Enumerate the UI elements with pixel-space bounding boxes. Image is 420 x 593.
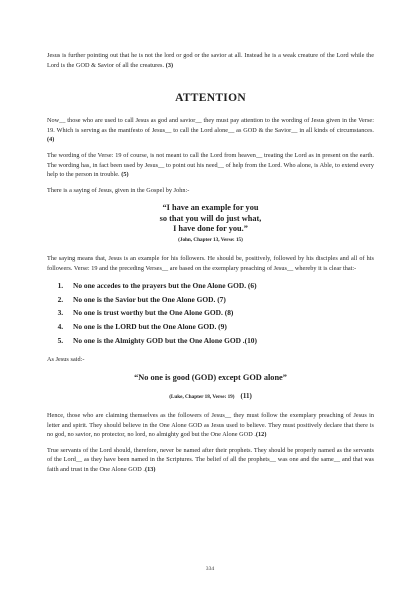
paragraph-6-text: Hence, those who are claiming themselves as the followers of Jesus__ they must follow the exemplary preaching of Jesus in letter and spirit. They should believe in the One Alone GOD as Jesus used to believe. They must positively declare that there is no god, no savior, no protector, no lord, no almighty god but the One Alone GOD . bbox=[47, 411, 374, 439]
quote-citation-2 bbox=[47, 385, 374, 403]
paragraph-2-text: The wording of the Verse: 19 of course, is not meant to call the Lord from heaven__ treating the Lord as in present on the earth. The wording has, in fact been used by Jesus__ to point out his need__ of help from the Lord. Who alone, is Able, to extend every help to the person in trouble. bbox=[47, 151, 374, 179]
scripture-quote-2: “No one is good (GOD) except GOD alone” bbox=[134, 372, 287, 382]
quote-line: I have done for you.” bbox=[173, 223, 248, 233]
list-item bbox=[65, 320, 374, 334]
citation-text: (Luke, Chapter 18, Verse: 19) bbox=[169, 393, 235, 400]
quote-citation-1: (John, Chapter 13, Verse: 15) bbox=[178, 236, 243, 243]
footnote-ref: (4) bbox=[47, 136, 55, 144]
footnote-ref: (11) bbox=[240, 391, 252, 400]
paragraph-6 bbox=[47, 411, 374, 440]
paragraph-5: As Jesus said:- bbox=[47, 356, 85, 364]
numbered-list bbox=[47, 279, 374, 347]
paragraph-3: There is a saying of Jesus, given in the Gospel by John:- bbox=[47, 186, 190, 194]
paragraph-1-text: Now__ those who are used to call Jesus as god and savior__ they must pay attention to the wording of Jesus given in the Verse: 19. Which is serving as the manifesto of Jesus__ to call the Lord alone__ as GOD & the Savior__ in all kinds of circumstances. bbox=[47, 117, 374, 134]
paragraph-7 bbox=[47, 446, 374, 475]
list-item bbox=[65, 293, 374, 307]
page-number: 334 bbox=[205, 566, 215, 572]
list-item bbox=[65, 334, 374, 348]
list-item-text: No one is trust worthy but the One Alone GOD. bbox=[73, 308, 223, 318]
footnote-ref: (8) bbox=[224, 308, 234, 318]
quote-line: so that you will do just what, bbox=[159, 213, 262, 223]
intro-text: Jesus is further pointing out that he is not the lord or god or the savior at all. Instead he is a weak creature of the Lord while the Lord is the GOD & Savior of all the creatures. bbox=[47, 52, 374, 69]
list-item bbox=[65, 306, 374, 320]
list-item-text: No one is the Savior but the One Alone GOD. bbox=[73, 294, 216, 304]
footnote-ref: (13) bbox=[144, 465, 156, 473]
list-item-text: No one is the LORD but the One Alone GOD. bbox=[73, 321, 217, 331]
list-item bbox=[65, 279, 374, 293]
footnote-ref: (5) bbox=[121, 171, 129, 179]
footnote-ref: (6) bbox=[247, 281, 257, 291]
footnote-ref: (12) bbox=[255, 431, 267, 439]
footnote-ref: (7) bbox=[217, 294, 226, 304]
paragraph-7-text: True servants of the Lord should, therefore, never be named after their prophets. They should be properly named as the servants of the Lord__ as they have been named in the Scriptures. The belief of all the prophets__ was one and the same__ and that was faith and trust in the One Alone GOD . bbox=[47, 446, 374, 473]
paragraph-2 bbox=[47, 151, 374, 180]
paragraph-1 bbox=[47, 116, 374, 145]
quote-line: “I have an example for you bbox=[162, 203, 259, 213]
scripture-quote-1 bbox=[47, 203, 374, 234]
section-heading: ATTENTION bbox=[175, 92, 246, 105]
intro-paragraph bbox=[47, 51, 374, 70]
list-item-text: No one is the Almighty GOD but the One Alone GOD . bbox=[73, 335, 245, 345]
list-item-text: No one accedes to the prayers but the One Alone GOD. bbox=[73, 281, 247, 291]
footnote-ref: (9) bbox=[218, 321, 227, 331]
paragraph-4: The saying means that, Jesus is an example for his followers. He should be, positively, followed by his disciples and all of his followers. Verse: 19 and the preceding Verses__ are based on the exemplary preaching of Jesus__ whereby it is clear that:- bbox=[47, 254, 374, 272]
footnote-ref: (3) bbox=[165, 61, 174, 69]
footnote-ref: (10) bbox=[244, 335, 257, 345]
